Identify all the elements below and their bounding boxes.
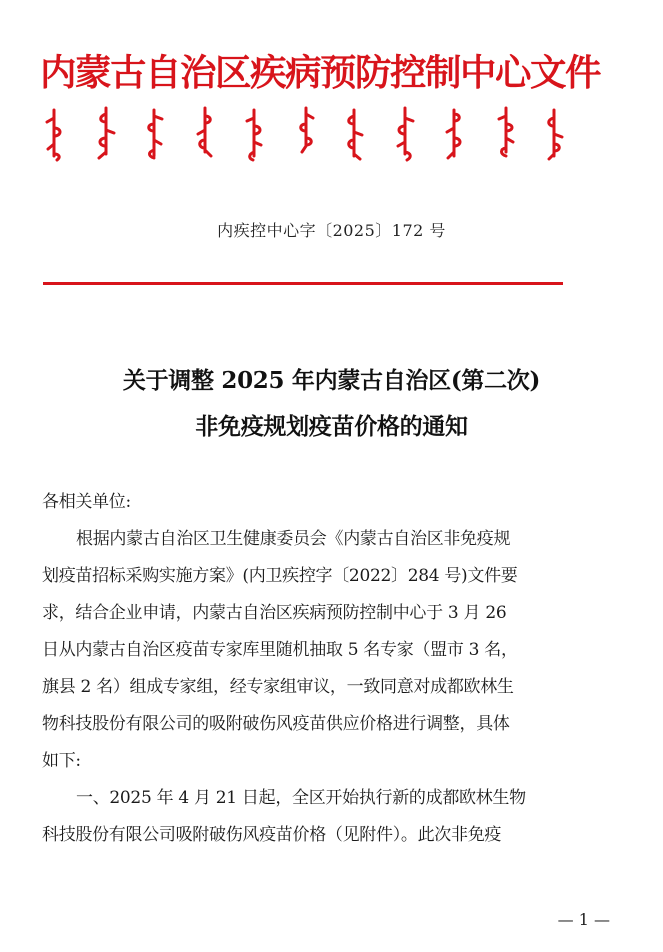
mongolian-word-9 bbox=[447, 110, 460, 158]
body-line: 求，结合企业申请，内蒙古自治区疾病预防控制中心于 3 月 26 bbox=[42, 603, 507, 623]
document-body bbox=[42, 484, 610, 854]
mongolian-script-header bbox=[40, 104, 580, 162]
document-number: 内疾控中心字〔2025〕172 号 bbox=[217, 221, 446, 240]
body-line: 划疫苗招标采购实施方案》(内卫疾控字〔2022〕284 号)文件要 bbox=[42, 566, 518, 586]
mongolian-word-10 bbox=[499, 108, 513, 156]
mongolian-word-3 bbox=[149, 110, 162, 158]
page-number: — 1 — bbox=[557, 910, 610, 929]
mongolian-word-11 bbox=[549, 110, 562, 159]
document-title bbox=[0, 358, 663, 450]
mongolian-word-8 bbox=[398, 108, 413, 160]
mongolian-word-6 bbox=[301, 108, 313, 152]
body-line: 日从内蒙古自治区疫苗专家库里随机抽取 5 名专家（盟市 3 名， bbox=[42, 640, 518, 660]
body-line: 如下: bbox=[42, 751, 81, 771]
document-title-line-2: 非免疫规划疫苗价格的通知 bbox=[195, 413, 468, 440]
mongolian-word-1 bbox=[47, 110, 60, 160]
document-title-line-1: 关于调整 2025 年内蒙古自治区(第二次) bbox=[122, 367, 541, 394]
body-line: 一、2025 年 4 月 21 日起，全区开始执行新的成都欧林生物 bbox=[76, 788, 526, 808]
body-line: 旗县 2 名）组成专家组，经专家组审议，一致同意对成都欧林生 bbox=[42, 677, 514, 697]
body-line: 物科技股份有限公司的吸附破伤风疫苗供应价格进行调整，具体 bbox=[42, 714, 510, 734]
mongolian-word-5 bbox=[247, 110, 261, 160]
mongolian-word-7 bbox=[349, 110, 362, 159]
body-line: 根据内蒙古自治区卫生健康委员会《内蒙古自治区非免疫规 bbox=[76, 529, 511, 549]
mongolian-word-2 bbox=[99, 108, 114, 158]
red-divider-line bbox=[43, 282, 563, 285]
body-line: 科技股份有限公司吸附破伤风疫苗价格（见附件）。此次非免疫 bbox=[42, 825, 502, 845]
agency-header-title: 内蒙古自治区疾病预防控制中心文件 bbox=[40, 51, 600, 94]
mongolian-word-4 bbox=[198, 108, 211, 156]
salutation: 各相关单位: bbox=[42, 492, 131, 512]
